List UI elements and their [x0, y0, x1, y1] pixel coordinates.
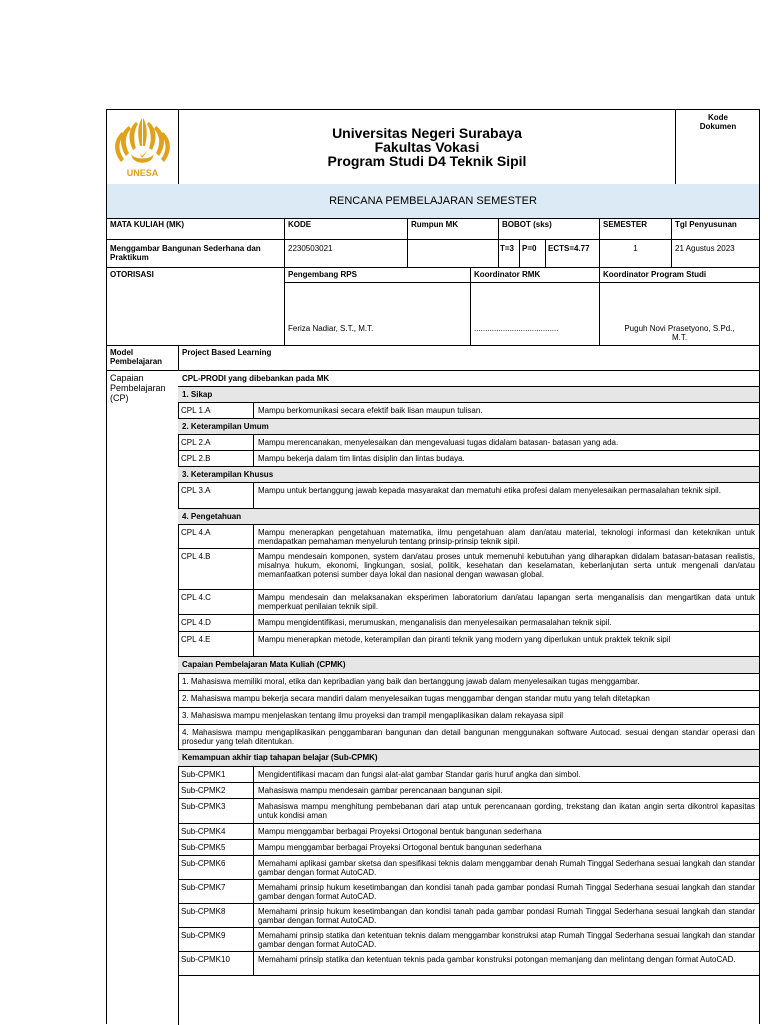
umum-title: 2. Keterampilan Umum — [178, 418, 759, 434]
rps-document — [106, 109, 760, 1024]
otorisasi-label: OTORISASI — [107, 267, 284, 283]
cpl-row: CPL 4.B Mampu mendesain komponen, system dan/atau proses untuk memenuhi kebutuhan yang diharapkan didalam batasan-batasan realistis, misalnya hukum, ekonomi, lingkungan, sosial, politik, kesehatan dan keselamatan, keberlanjutan serta untuk mengenali dan/atau memanfaatkan potensi sumber daya lokal dan nasional dengan wawasan global. — [178, 548, 759, 589]
subcpmk-row: Sub-CPMK5 Mampu menggambar berbagai Proyeksi Ortogonal bentuk bangunan sederhana — [178, 839, 759, 855]
bobot-t: T=3 — [498, 240, 519, 267]
cpl-row: CPL 4.D Mampu mengidentifikasi, merumuskan, menganalisis dan menyelesaikan permasalahan teknik sipil. — [178, 614, 759, 631]
koordinator-prodi-label: Koordinator Program Studi — [599, 267, 759, 283]
cpl-row: CPL 3.A Mampu untuk bertanggung jawab kepada masyarakat dan mematuhi etika profesi dalam menyelesaikan permasalahan teknik sipil. — [178, 482, 759, 508]
semester-value: 1 — [599, 240, 671, 267]
bobot-header: BOBOT (sks) — [498, 218, 599, 240]
cpl-row: CPL 1.A Mampu berkomunikasi secara efektif baik lisan maupun tulisan. — [178, 402, 759, 418]
cpl-row: CPL 2.B Mampu bekerja dalam tim lintas disiplin dan lintas budaya. — [178, 450, 759, 466]
subcpmk-row: Sub-CPMK3 Mahasiswa mampu menghitung pembebanan dari atap untuk perencanaan gording, trekstang dan ikatan angin serta dikontrol kapasitas untuk kondisi aman — [178, 798, 759, 823]
subcpmk-row: Sub-CPMK2 Mahasiswa mampu mendesain gambar perencanaan bangunan sipil. — [178, 782, 759, 798]
cpmk-item: 2. Mahasiswa mampu bekerja secara mandiri dalam menyelesaikan tugas menggambar dengan standar mutu yang telah ditetapkan — [178, 690, 759, 707]
subcpmk-row: Sub-CPMK6 Memahami aplikasi gambar sketsa dan spesifikasi teknis dalam menggambar denah Rumah Tinggal Sederhana sesuai langkah dan standar gambar dengan format AutoCAD. — [178, 855, 759, 879]
document-header — [107, 110, 759, 185]
faculty-name: Fakultas Vokasi — [374, 139, 480, 155]
subcpmk-row: Sub-CPMK7 Memahami prinsip hukum kesetimbangan dan kondisi tanah pada gambar pondasi Rumah Tinggal Sederhana sesuai langkah dan standar gambar dengan format AutoCAD. — [178, 879, 759, 903]
cpl-prodi-title: CPL-PRODI yang dibebankan pada MK — [178, 370, 759, 386]
cpmk-item: 1. Mahasiswa memiliki moral, etika dan kepribadian yang baik dan bertanggung jawab dalam menyelesaikan tugas menggambar. — [178, 673, 759, 690]
subcpmk-row: Sub-CPMK10 Memahami prinsip statika dan ketentuan teknis pada gambar konstruksi potongan memanjang dan melintang dengan format AutoCAD. — [178, 951, 759, 976]
rumpun-value — [407, 240, 498, 267]
sikap-title: 1. Sikap — [178, 386, 759, 402]
pengembang-label: Pengembang RPS — [284, 267, 470, 283]
cpl-row: CPL 4.E Mampu menerapkan metode, keterampilan dan piranti teknik yang modern yang diperlukan untuk praktek teknik sipil — [178, 631, 759, 656]
pengembang-name: Feriza Nadiar, S.T., M.T. — [284, 283, 470, 345]
subcpmk-row: Sub-CPMK1 Mengidentifikasi macam dan fungsi alat-alat gambar Standar garis huruf angka dan simbol. — [178, 766, 759, 782]
course-code: 2230503021 — [284, 240, 407, 267]
cpl-row: CPL 2.A Mampu merencanakan, menyelesaikan dan mengevaluasi tugas didalam batasan- batasan yang ada. — [178, 434, 759, 450]
kode-dokumen-label: Kode Dokumen — [699, 113, 737, 131]
cpmk-item: 4. Mahasiswa mampu mengaplikasikan penggambaran bangunan dan detail bangunan menggunakan software Autocad. sesuai dengan standar operasi dan prosedur yang telah ditentukan. — [178, 724, 759, 749]
cpl-row: CPL 4.A Mampu menerapkan pengetahuan matematika, ilmu pengetahuan alam dan/atau material, teknologi informasi dan keteknikan untuk mendapatkan pemahaman menyeluruh tentang prinsip-prinsip teknik sipil. — [178, 524, 759, 548]
cpl-row: CPL 4.C Mampu mendesain dan melaksanakan eksperimen laboratorium dan/atau lapangan serta menganalisis dan mengartikan data untuk memperkuat penilaian teknik sipil. — [178, 589, 759, 614]
subcpmk-row: Sub-CPMK8 Memahami prinsip hukum kesetimbangan dan kondisi tanah pada gambar pondasi Rumah Tinggal Sederhana sesuai langkah dan standar gambar dengan format AutoCAD. — [178, 903, 759, 927]
model-label: Model Pembelajaran — [107, 345, 178, 370]
kode-dokumen-cell — [675, 110, 760, 184]
bobot-p: P=0 — [519, 240, 545, 267]
cp-label: Capaian Pembelajaran (CP) — [107, 370, 178, 1025]
subcpmk-row: Sub-CPMK4 Mampu menggambar berbagai Proyeksi Ortogonal bentuk bangunan sederhana — [178, 823, 759, 839]
cpmk-item: 3. Mahasiswa mampu menjelaskan tentang ilmu proyeksi dan trampil mengaplikasikan dalam rekayasa sipil — [178, 707, 759, 724]
cpmk-title: Capaian Pembelajaran Mata Kuliah (CPMK) — [178, 656, 759, 673]
program-name: Program Studi D4 Teknik Sipil — [327, 153, 527, 169]
subcpmk-title: Kemampuan akhir tiap tahapan belajar (Sub-CPMK) — [178, 749, 759, 766]
tgl-value: 21 Agustus 2023 — [671, 240, 759, 267]
logo-text: UNESA — [126, 168, 159, 178]
tgl-header: Tgl Penyusunan — [671, 218, 759, 240]
khusus-title: 3. Keterampilan Khusus — [178, 466, 759, 482]
ects-value: ECTS=4.77 — [545, 240, 599, 267]
semester-header: SEMESTER — [599, 218, 671, 240]
koordinator-rmk-label: Koordinator RMK — [470, 267, 599, 283]
rps-title-band: RENCANA PEMBELAJARAN SEMESTER — [107, 184, 759, 219]
unesa-logo-icon — [107, 110, 178, 184]
koordinator-prodi-name: Puguh Novi Prasetyono, S.Pd., M.T. — [599, 283, 759, 345]
mk-header: MATA KULIAH (MK) — [107, 218, 284, 240]
title-block — [179, 110, 675, 184]
university-name: Universitas Negeri Surabaya — [332, 125, 522, 141]
pengetahuan-title: 4. Pengetahuan — [178, 508, 759, 524]
koordinator-rmk-name: ...................................... — [470, 283, 599, 345]
course-name: Menggambar Bangunan Sederhana dan Praktikum — [110, 244, 261, 262]
rumpun-header: Rumpun MK — [407, 218, 498, 240]
model-value: Project Based Learning — [178, 345, 759, 370]
kode-header: KODE — [284, 218, 407, 240]
subcpmk-row: Sub-CPMK9 Memahami prinsip statika dan ketentuan teknis dalam menggambar konstruksi atap Rumah Tinggal Sederhana sesuai langkah dan standar gambar dengan format AutoCAD. — [178, 927, 759, 951]
logo-cell — [107, 110, 179, 184]
